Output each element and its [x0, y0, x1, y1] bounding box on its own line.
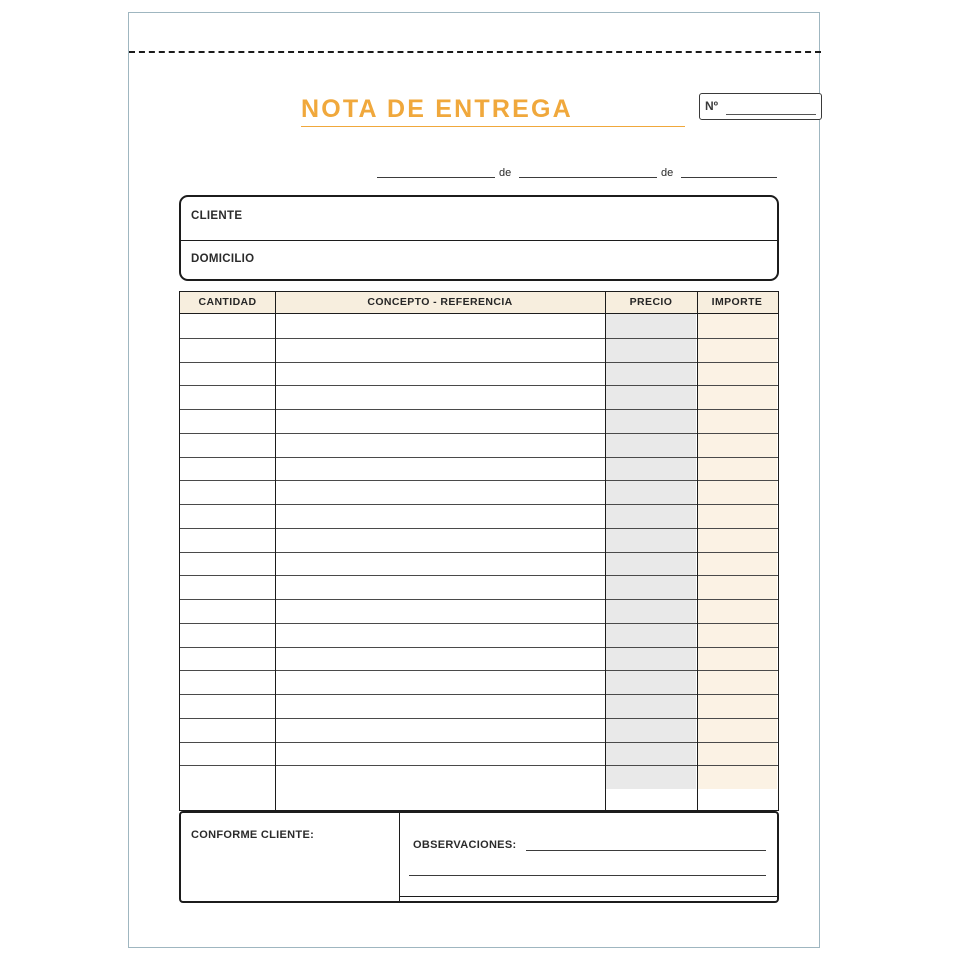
table-row[interactable] — [180, 647, 778, 648]
items-table — [179, 291, 779, 811]
column-header-concepto: CONCEPTO - REFERENCIA — [367, 296, 513, 308]
page-title: NOTA DE ENTREGA — [301, 95, 573, 123]
table-row[interactable] — [180, 385, 778, 386]
table-body[interactable] — [180, 314, 778, 789]
footer-box — [179, 811, 779, 903]
document-number-label: Nº — [705, 99, 719, 113]
conforme-cliente-label: CONFORME CLIENTE: — [191, 829, 315, 841]
table-row[interactable] — [180, 528, 778, 529]
title-row — [179, 95, 779, 129]
title-underline — [301, 126, 685, 127]
date-line — [377, 161, 777, 183]
table-row[interactable] — [180, 575, 778, 576]
observaciones-writeline-2[interactable] — [409, 875, 766, 876]
table-row[interactable] — [180, 457, 778, 458]
delivery-note-sheet — [128, 12, 820, 948]
table-row[interactable] — [180, 552, 778, 553]
table-row[interactable] — [180, 599, 778, 600]
table-row[interactable] — [180, 623, 778, 624]
table-row[interactable] — [180, 480, 778, 481]
observaciones-writeline-1[interactable] — [526, 850, 766, 851]
footer-bottom-rule — [399, 896, 777, 897]
table-vrule-1 — [275, 292, 276, 810]
table-row[interactable] — [180, 765, 778, 766]
date-year-writeline[interactable] — [681, 177, 777, 178]
table-row[interactable] — [180, 409, 778, 410]
date-separator-2: de — [661, 167, 674, 179]
table-vrule-3 — [697, 292, 698, 810]
observaciones-label: OBSERVACIONES: — [413, 839, 517, 851]
column-header-precio: PRECIO — [629, 296, 673, 308]
table-row[interactable] — [180, 504, 778, 505]
column-header-importe: IMPORTE — [711, 296, 763, 308]
table-row[interactable] — [180, 433, 778, 434]
document-number-writeline — [726, 114, 816, 115]
address-label: DOMICILIO — [191, 253, 255, 265]
perforation-dashed-line — [129, 51, 821, 53]
table-row[interactable] — [180, 694, 778, 695]
table-row[interactable] — [180, 718, 778, 719]
table-header-row — [180, 292, 778, 314]
table-row[interactable] — [180, 338, 778, 339]
document-number-box[interactable] — [699, 93, 822, 120]
date-separator-1: de — [499, 167, 512, 179]
date-month-writeline[interactable] — [519, 177, 657, 178]
table-row[interactable] — [180, 742, 778, 743]
client-details-box — [179, 195, 779, 281]
footer-divider — [399, 813, 400, 901]
date-day-writeline[interactable] — [377, 177, 495, 178]
client-box-divider — [181, 240, 777, 241]
table-vrule-2 — [605, 292, 606, 810]
column-header-cantidad: CANTIDAD — [198, 296, 257, 308]
table-row[interactable] — [180, 670, 778, 671]
table-row[interactable] — [180, 362, 778, 363]
client-label: CLIENTE — [191, 210, 243, 222]
